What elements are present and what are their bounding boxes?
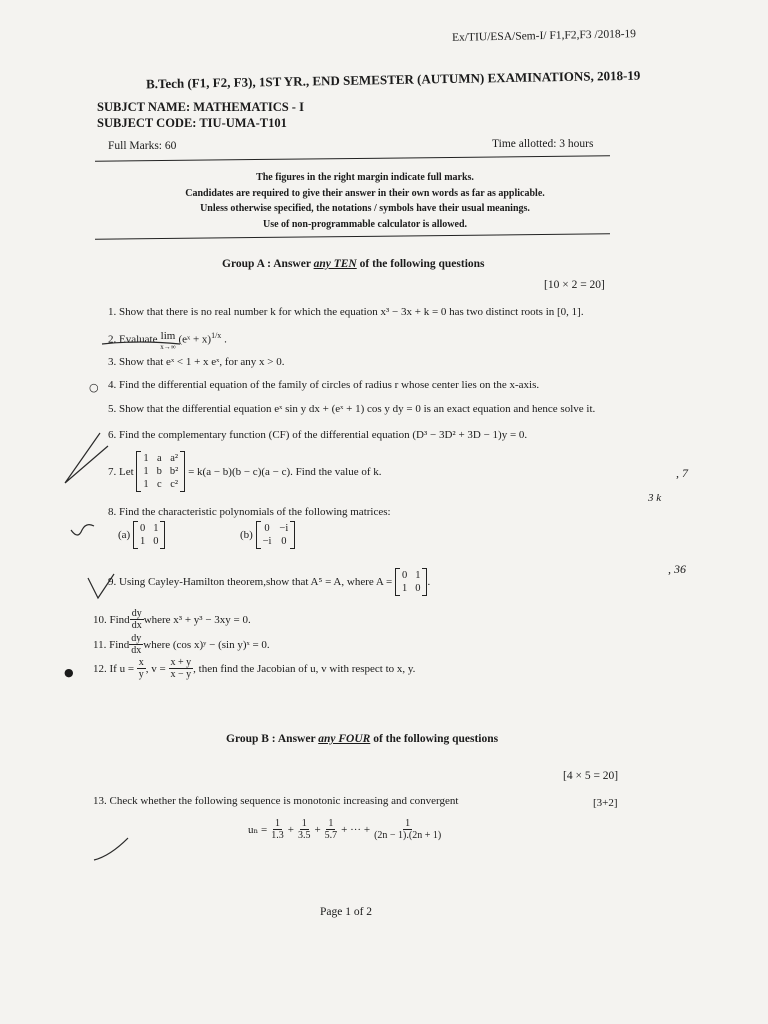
subject-name: SUBJCT NAME: MATHEMATICS - I <box>97 100 304 114</box>
instruction-line: Candidates are required to give their answer in their own words as far as applicable. <box>185 187 545 199</box>
question-1: 1. Show that there is no real number k for which the equation x³ − 3x + k = 0 has two distinct roots in [0, 1]. <box>108 306 584 318</box>
instruction-line: Unless otherwise specified, the notations / symbols have their usual meanings. <box>200 203 530 214</box>
handwritten-tick <box>68 520 98 542</box>
handwritten-check <box>92 834 132 864</box>
question-8b: (b) 0 −i −i 0 <box>240 521 295 549</box>
sequence-formula: uₙ = $\frac{1}{1.3}$ + $\frac{1}{3.5}$ + $\frac{1}{5.7}$ + ··· + $\frac{1}{(2n - 1).(2n + 1)}$ <box>248 818 442 841</box>
exam-title: B.Tech (F1, F2, F3), 1ST YR., END SEMESTER (AUTUMN) EXAMINATIONS, 2018-19 <box>145 67 641 92</box>
question-6: 6. Find the complementary function (CF) of the differential equation (D³ − 3D² + 3D − 1)y = 0. <box>108 429 528 441</box>
handwritten-check <box>86 570 116 602</box>
question-4: 4. Find the differential equation of the family of circles of radius r whose center lies on the x-axis. <box>108 379 540 391</box>
question-12: 12. If u = $\frac{x}{y}$ , v = $\frac{x + y}{x - y}$ , then find the Jacobian of u, v with respect to x, y. <box>93 657 416 680</box>
question-13-marks: [3+2] <box>593 797 618 809</box>
handwritten-note: , 36 <box>668 562 686 576</box>
question-10: 10. Find $\frac{dy}{dx}$ where x³ + y³ − 3xy = 0. <box>93 608 251 631</box>
header-rule <box>95 155 610 161</box>
subject-code: SUBJECT CODE: TIU-UMA-T101 <box>97 116 287 130</box>
time-allotted: Time allotted: 3 hours <box>492 138 594 150</box>
margin-mark-icon: ○ <box>89 381 99 394</box>
question-7: 7. Let 1 a a² 1 b b² 1 c c² = k(a − b)(b − c)(a − c). Find the value of k. <box>108 453 382 490</box>
question-8: 8. Find the characteristic polynomials of the following matrices: <box>108 506 391 518</box>
instruction-line: The figures in the right margin indicate full marks. <box>256 172 474 183</box>
margin-mark-icon: ● <box>64 666 74 679</box>
determinant-matrix: 1 a a² 1 b b² 1 c c² <box>136 451 185 492</box>
question-2: 2. Evaluate lim x→∞ (eˣ + x)$^{1/x}$ . <box>108 330 227 351</box>
question-11: 11. Find $\frac{dy}{dx}$ where (cos x)ʸ − (sin y)ˣ = 0. <box>93 633 270 656</box>
handwritten-underline <box>100 330 220 360</box>
group-b-marks: [4 × 5 = 20] <box>563 770 619 782</box>
question-9: 9. Using Cayley-Hamilton theorem,show that A⁵ = A, where A = 0 1 1 0 . <box>108 570 431 594</box>
handwritten-note: , 7 <box>676 466 688 480</box>
group-b-heading: Group B : Answer any FOUR of the following questions <box>226 733 499 745</box>
group-a-marks: [10 × 2 = 20] <box>544 279 605 291</box>
question-13: 13. Check whether the following sequence is monotonic increasing and convergent <box>93 795 459 807</box>
question-5: 5. Show that the differential equation eˣ sin y dx + (eˣ + 1) cos y dy = 0 is an exact equation and hence solve it. <box>108 403 596 415</box>
page-number: Page 1 of 2 <box>320 906 373 918</box>
instruction-line: Use of non-programmable calculator is allowed. <box>262 218 468 230</box>
instructions <box>150 170 580 232</box>
matrix-A: 0 1 1 0 <box>395 568 428 596</box>
question-8a: (a) 0 1 1 0 <box>118 521 165 549</box>
matrix-a: 0 1 1 0 <box>133 521 166 549</box>
group-a-heading: Group A : Answer any TEN of the following questions <box>222 258 485 270</box>
full-marks: Full Marks: 60 <box>108 140 177 152</box>
question-3: 3. Show that eˣ < 1 + x eˣ, for any x > 0. <box>108 356 285 368</box>
matrix-b: 0 −i −i 0 <box>256 521 296 549</box>
paper-reference-code: Ex/TIU/ESA/Sem-I/ F1,F2,F3 /2018-19 <box>451 28 637 44</box>
handwritten-note: 3 k <box>648 492 662 504</box>
handwritten-stroke <box>60 428 120 488</box>
instructions-rule <box>95 233 610 239</box>
subject-block <box>97 99 304 131</box>
